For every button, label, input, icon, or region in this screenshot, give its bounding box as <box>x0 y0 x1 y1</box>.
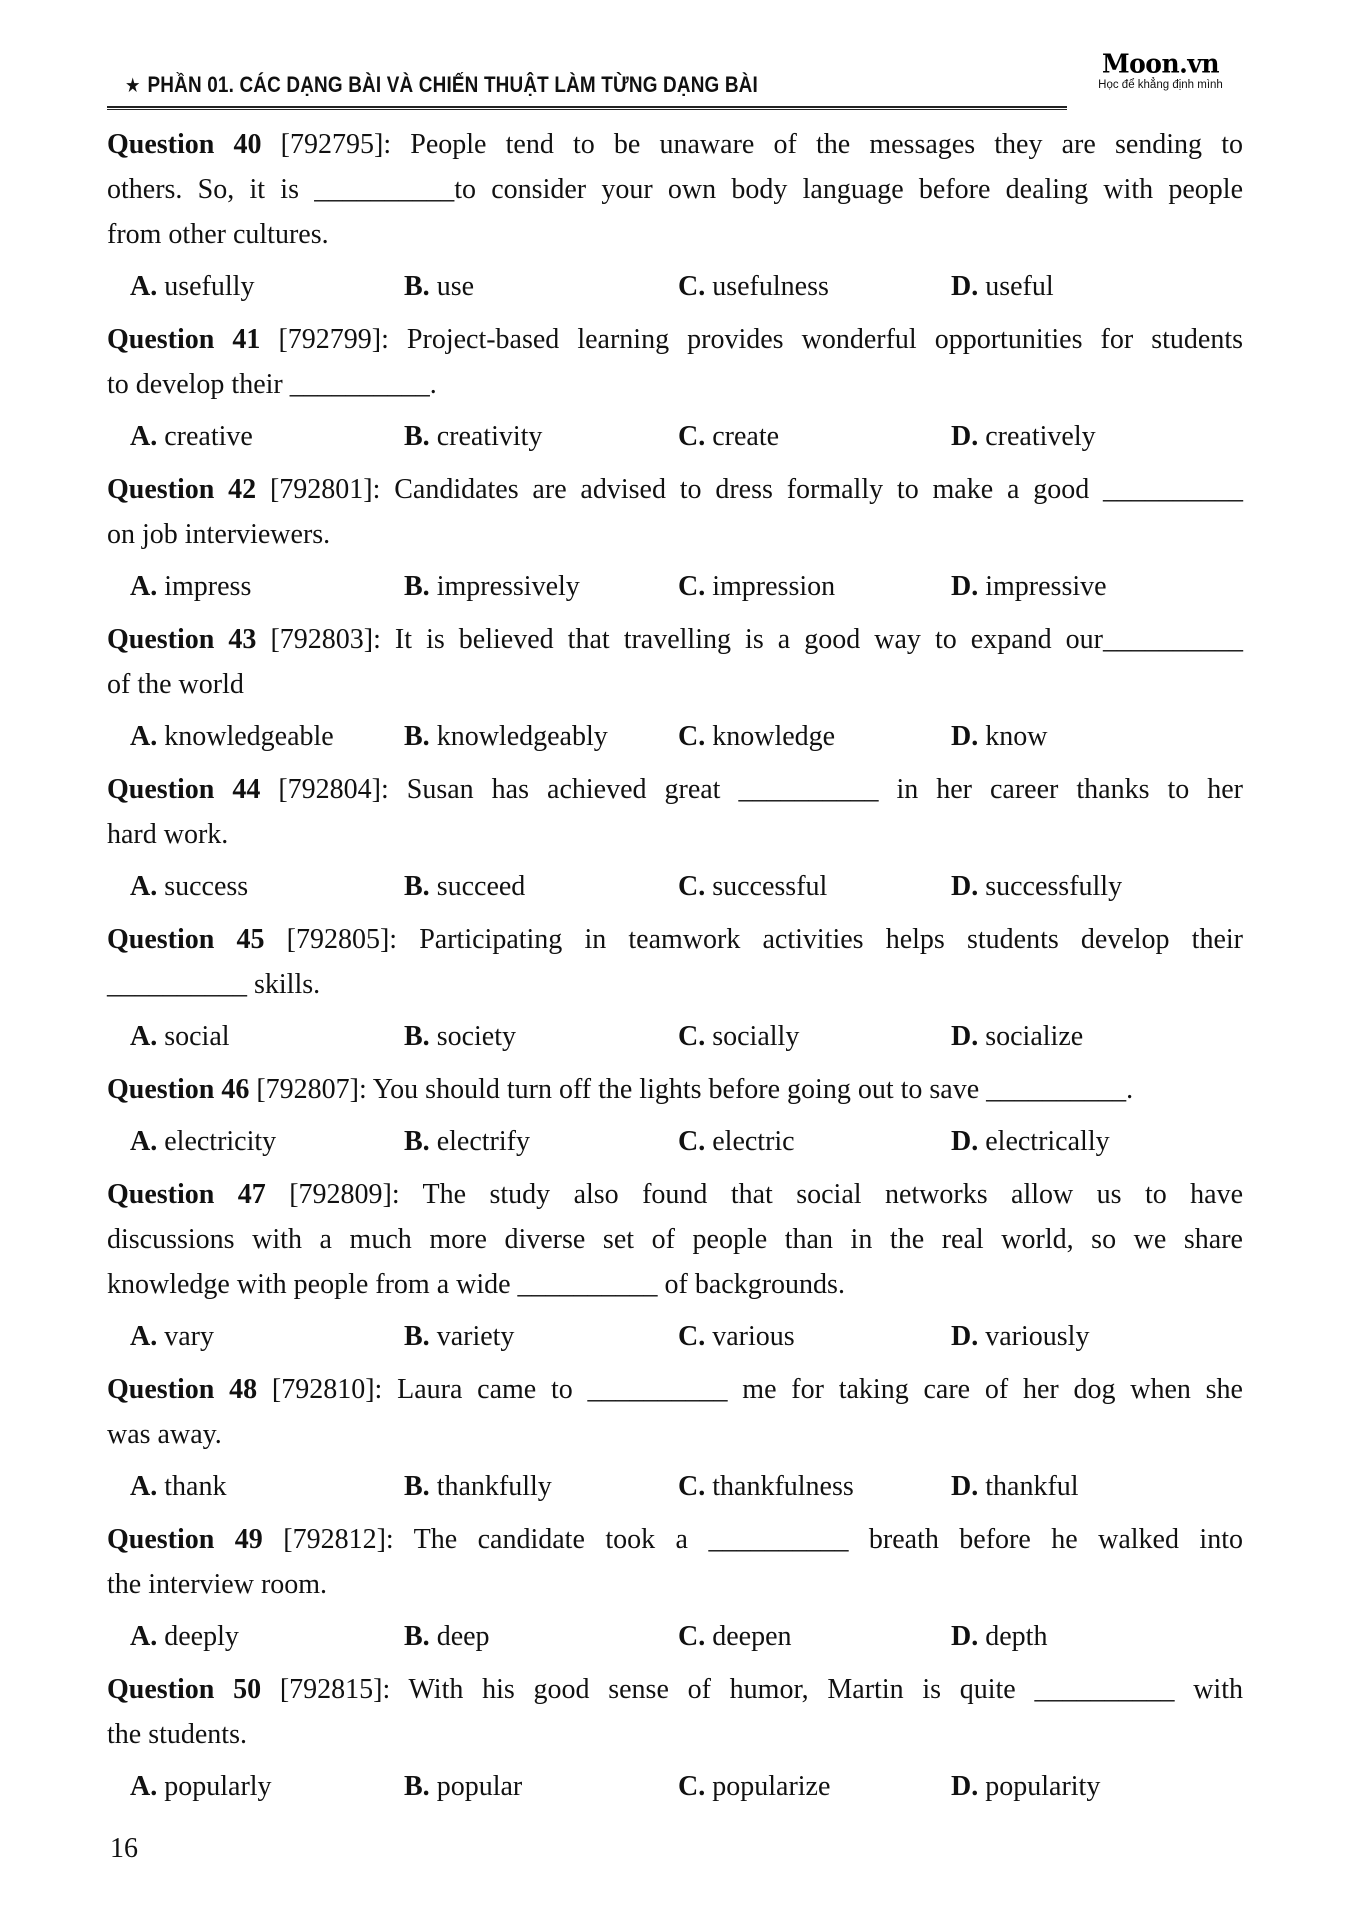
option-letter: C. <box>678 1321 706 1352</box>
option-c[interactable] <box>678 1314 795 1359</box>
option-letter: C. <box>678 1126 706 1157</box>
option-letter: B. <box>404 1021 430 1052</box>
option-letter: A. <box>130 721 158 752</box>
option-a[interactable] <box>130 564 251 609</box>
option-letter: C. <box>678 721 706 752</box>
option-letter: D. <box>951 721 979 752</box>
option-text: thankfulness <box>712 1471 854 1502</box>
moon-logo <box>1088 50 1233 92</box>
question-label: Question 43 <box>107 624 257 655</box>
option-c[interactable] <box>678 264 829 309</box>
option-b[interactable] <box>404 1764 522 1809</box>
question-text-line <box>107 362 1243 407</box>
option-text: popularity <box>985 1771 1101 1802</box>
question-text-line <box>107 122 1243 167</box>
question-text-line <box>107 467 1243 512</box>
question-label: Question 40 <box>107 129 262 160</box>
logo-tagline: Học để khẳng định mình <box>1098 79 1223 91</box>
option-letter: B. <box>404 1621 430 1652</box>
option-b[interactable] <box>404 1014 516 1059</box>
option-text: depth <box>985 1621 1048 1652</box>
option-letter: A. <box>130 1021 158 1052</box>
option-b[interactable] <box>404 1314 514 1359</box>
question-text-line <box>107 1217 1243 1262</box>
option-d[interactable] <box>951 414 1096 459</box>
option-c[interactable] <box>678 564 835 609</box>
question-block <box>107 917 1243 1059</box>
option-a[interactable] <box>130 1614 239 1659</box>
option-letter: A. <box>130 1771 158 1802</box>
question-text: from other cultures. <box>107 219 329 250</box>
option-text: thankfully <box>436 1471 552 1502</box>
option-a[interactable] <box>130 1314 214 1359</box>
option-letter: A. <box>130 571 158 602</box>
question-text: [792812]: The candidate took a __________ breath before he walked into <box>262 1524 1243 1555</box>
option-text: electric <box>712 1126 795 1157</box>
question-text-line <box>107 1667 1243 1712</box>
option-d[interactable] <box>951 864 1122 909</box>
question-text: [792805]: Participating in teamwork activities helps students develop their <box>264 924 1243 955</box>
option-b[interactable] <box>404 1119 530 1164</box>
question-text: [792795]: People tend to be unaware of the messages they are sending to <box>261 129 1243 160</box>
option-letter: B. <box>404 1321 430 1352</box>
option-letter: C. <box>678 871 706 902</box>
question-text: [792804]: Susan has achieved great __________ in her career thanks to her <box>260 774 1243 805</box>
answer-options <box>107 1314 1243 1359</box>
option-letter: C. <box>678 1021 706 1052</box>
option-text: usefulness <box>712 271 829 302</box>
answer-options <box>107 1014 1243 1059</box>
option-text: impression <box>712 571 836 602</box>
option-a[interactable] <box>130 864 248 909</box>
option-text: variously <box>985 1321 1090 1352</box>
option-c[interactable] <box>678 414 779 459</box>
question-list <box>107 122 1243 1817</box>
option-c[interactable] <box>678 1764 830 1809</box>
option-b[interactable] <box>404 414 542 459</box>
option-b[interactable] <box>404 564 580 609</box>
question-block <box>107 467 1243 609</box>
option-text: impressive <box>985 571 1107 602</box>
option-text: use <box>436 271 475 302</box>
option-letter: C. <box>678 1621 706 1652</box>
question-text-line <box>107 962 1243 1007</box>
option-text: deeply <box>164 1621 239 1652</box>
option-text: socially <box>712 1021 800 1052</box>
option-text: creatively <box>985 421 1096 452</box>
question-text: [792810]: Laura came to __________ me for taking care of her dog when she <box>257 1374 1243 1405</box>
option-letter: C. <box>678 571 706 602</box>
question-text-line <box>107 917 1243 962</box>
option-text: socialize <box>985 1021 1084 1052</box>
question-text-line <box>107 1172 1243 1217</box>
question-text: to develop their __________. <box>107 369 437 400</box>
option-text: creativity <box>436 421 543 452</box>
question-text: discussions with a much more diverse set of people than in the real world, so we share <box>107 1224 1243 1255</box>
question-block <box>107 1667 1243 1809</box>
option-letter: B. <box>404 571 430 602</box>
option-letter: A. <box>130 871 158 902</box>
question-label: Question 41 <box>107 324 261 355</box>
option-text: successful <box>712 871 828 902</box>
question-text-line <box>107 212 1243 257</box>
option-c[interactable] <box>678 1014 799 1059</box>
option-letter: B. <box>404 1126 430 1157</box>
option-d[interactable] <box>951 264 1054 309</box>
option-text: knowledge <box>712 721 836 752</box>
option-c[interactable] <box>678 1119 795 1164</box>
option-letter: D. <box>951 871 979 902</box>
question-block <box>107 1367 1243 1509</box>
option-a[interactable] <box>130 714 334 759</box>
option-text: succeed <box>436 871 526 902</box>
question-text-line <box>107 1262 1243 1307</box>
answer-options <box>107 1614 1243 1659</box>
question-text: of the world <box>107 669 244 700</box>
option-letter: A. <box>130 271 158 302</box>
option-c[interactable] <box>678 1464 854 1509</box>
option-letter: D. <box>951 271 979 302</box>
option-d[interactable] <box>951 1614 1047 1659</box>
option-letter: D. <box>951 1321 979 1352</box>
question-label: Question 44 <box>107 774 261 805</box>
question-label: Question 42 <box>107 474 257 505</box>
option-text: variety <box>436 1321 515 1352</box>
option-d[interactable] <box>951 564 1107 609</box>
option-letter: C. <box>678 421 706 452</box>
option-text: create <box>712 421 780 452</box>
question-label: Question 49 <box>107 1524 263 1555</box>
option-text: creative <box>164 421 253 452</box>
question-block <box>107 617 1243 759</box>
section-title <box>125 72 758 98</box>
option-text: electricity <box>164 1126 277 1157</box>
option-text: popular <box>436 1771 523 1802</box>
question-label: Question 47 <box>107 1179 266 1210</box>
option-text: social <box>164 1021 230 1052</box>
option-letter: D. <box>951 1021 979 1052</box>
header-double-rule <box>107 106 1067 110</box>
option-letter: D. <box>951 1771 979 1802</box>
option-text: electrify <box>436 1126 530 1157</box>
question-text: __________ skills. <box>107 969 321 1000</box>
answer-options <box>107 714 1243 759</box>
question-text: on job interviewers. <box>107 519 331 550</box>
option-text: knowledgeably <box>436 721 608 752</box>
option-b[interactable] <box>404 264 474 309</box>
option-letter: A. <box>130 421 158 452</box>
option-text: success <box>164 871 249 902</box>
question-text-line <box>107 1412 1243 1457</box>
option-letter: A. <box>130 1471 158 1502</box>
page-header <box>107 64 1247 114</box>
option-text: vary <box>164 1321 214 1352</box>
question-block <box>107 1067 1243 1164</box>
option-text: popularly <box>164 1771 272 1802</box>
option-d[interactable] <box>951 1119 1110 1164</box>
question-label: Question 50 <box>107 1674 262 1705</box>
option-letter: B. <box>404 421 430 452</box>
option-text: thankful <box>985 1471 1079 1502</box>
question-text-line <box>107 617 1243 662</box>
question-text: [792807]: You should turn off the lights before going out to save __________. <box>249 1074 1134 1105</box>
option-letter: C. <box>678 1471 706 1502</box>
question-label: Question 48 <box>107 1374 258 1405</box>
option-letter: D. <box>951 1126 979 1157</box>
answer-options <box>107 1764 1243 1809</box>
question-text-line <box>107 512 1243 557</box>
option-text: useful <box>985 271 1054 302</box>
option-d[interactable] <box>951 1464 1079 1509</box>
option-b[interactable] <box>404 864 525 909</box>
option-letter: A. <box>130 1321 158 1352</box>
question-text: the students. <box>107 1719 247 1750</box>
answer-options <box>107 1464 1243 1509</box>
option-letter: B. <box>404 721 430 752</box>
option-d[interactable] <box>951 714 1047 759</box>
option-letter: D. <box>951 571 979 602</box>
question-block <box>107 767 1243 909</box>
option-c[interactable] <box>678 714 835 759</box>
question-text: [792799]: Project-based learning provides wonderful opportunities for students <box>260 324 1243 355</box>
answer-options <box>107 414 1243 459</box>
option-a[interactable] <box>130 1119 276 1164</box>
option-text: popularize <box>712 1771 831 1802</box>
option-letter: A. <box>130 1621 158 1652</box>
star-icon: ★ <box>125 75 141 97</box>
option-a[interactable] <box>130 1464 226 1509</box>
section-title-text: PHẦN 01. CÁC DẠNG BÀI VÀ CHIẾN THUẬT LÀM TỪNG DẠNG BÀI <box>147 72 758 97</box>
question-block <box>107 1172 1243 1359</box>
option-d[interactable] <box>951 1014 1083 1059</box>
option-letter: B. <box>404 871 430 902</box>
option-letter: D. <box>951 1621 979 1652</box>
answer-options <box>107 264 1243 309</box>
question-text: [792809]: The study also found that social networks allow us to have <box>265 1179 1243 1210</box>
question-text-line <box>107 1517 1243 1562</box>
option-text: deep <box>436 1621 490 1652</box>
option-text: impressively <box>436 571 580 602</box>
option-text: usefully <box>164 271 255 302</box>
option-letter: A. <box>130 1126 158 1157</box>
option-text: thank <box>164 1471 227 1502</box>
question-text-line <box>107 1712 1243 1757</box>
question-text-line <box>107 767 1243 812</box>
option-a[interactable] <box>130 1764 272 1809</box>
question-block <box>107 122 1243 309</box>
question-text-line <box>107 1067 1243 1112</box>
option-letter: C. <box>678 1771 706 1802</box>
question-block <box>107 1517 1243 1659</box>
option-a[interactable] <box>130 414 253 459</box>
page-number: 16 <box>110 1833 138 1864</box>
answer-options <box>107 864 1243 909</box>
option-letter: B. <box>404 1771 430 1802</box>
option-text: know <box>985 721 1048 752</box>
option-text: electrically <box>985 1126 1110 1157</box>
option-text: society <box>436 1021 516 1052</box>
logo-name: Moon.vn <box>1101 48 1220 79</box>
question-text: [792803]: It is believed that travelling is a good way to expand our__________ <box>256 624 1244 655</box>
question-text: hard work. <box>107 819 229 850</box>
option-a[interactable] <box>130 264 254 309</box>
option-letter: D. <box>951 421 979 452</box>
option-d[interactable] <box>951 1764 1100 1809</box>
option-text: impress <box>164 571 252 602</box>
option-text: successfully <box>985 871 1123 902</box>
question-text: [792801]: Candidates are advised to dress formally to make a good __________ <box>256 474 1243 505</box>
question-label: Question 45 <box>107 924 265 955</box>
question-text: knowledge with people from a wide __________ of backgrounds. <box>107 1269 845 1300</box>
option-c[interactable] <box>678 864 827 909</box>
question-block <box>107 317 1243 459</box>
question-text-line <box>107 317 1243 362</box>
option-d[interactable] <box>951 1314 1089 1359</box>
option-text: knowledgeable <box>164 721 334 752</box>
option-text: deepen <box>712 1621 792 1652</box>
question-text-line <box>107 812 1243 857</box>
question-text: others. So, it is __________to consider your own body language before dealing with people <box>107 174 1243 205</box>
question-text: the interview room. <box>107 1569 328 1600</box>
answer-options <box>107 1119 1243 1164</box>
question-text: was away. <box>107 1419 222 1450</box>
question-text-line <box>107 167 1243 212</box>
option-a[interactable] <box>130 1014 230 1059</box>
option-letter: B. <box>404 271 430 302</box>
option-letter: D. <box>951 1471 979 1502</box>
option-letter: C. <box>678 271 706 302</box>
option-b[interactable] <box>404 1614 490 1659</box>
question-text-line <box>107 1562 1243 1607</box>
option-text: various <box>712 1321 795 1352</box>
option-b[interactable] <box>404 1464 552 1509</box>
option-b[interactable] <box>404 714 608 759</box>
question-text: [792815]: With his good sense of humor, Martin is quite __________ with <box>261 1674 1243 1705</box>
option-c[interactable] <box>678 1614 792 1659</box>
question-label: Question 46 <box>107 1074 250 1105</box>
question-text-line <box>107 662 1243 707</box>
answer-options <box>107 564 1243 609</box>
question-text-line <box>107 1367 1243 1412</box>
option-letter: B. <box>404 1471 430 1502</box>
